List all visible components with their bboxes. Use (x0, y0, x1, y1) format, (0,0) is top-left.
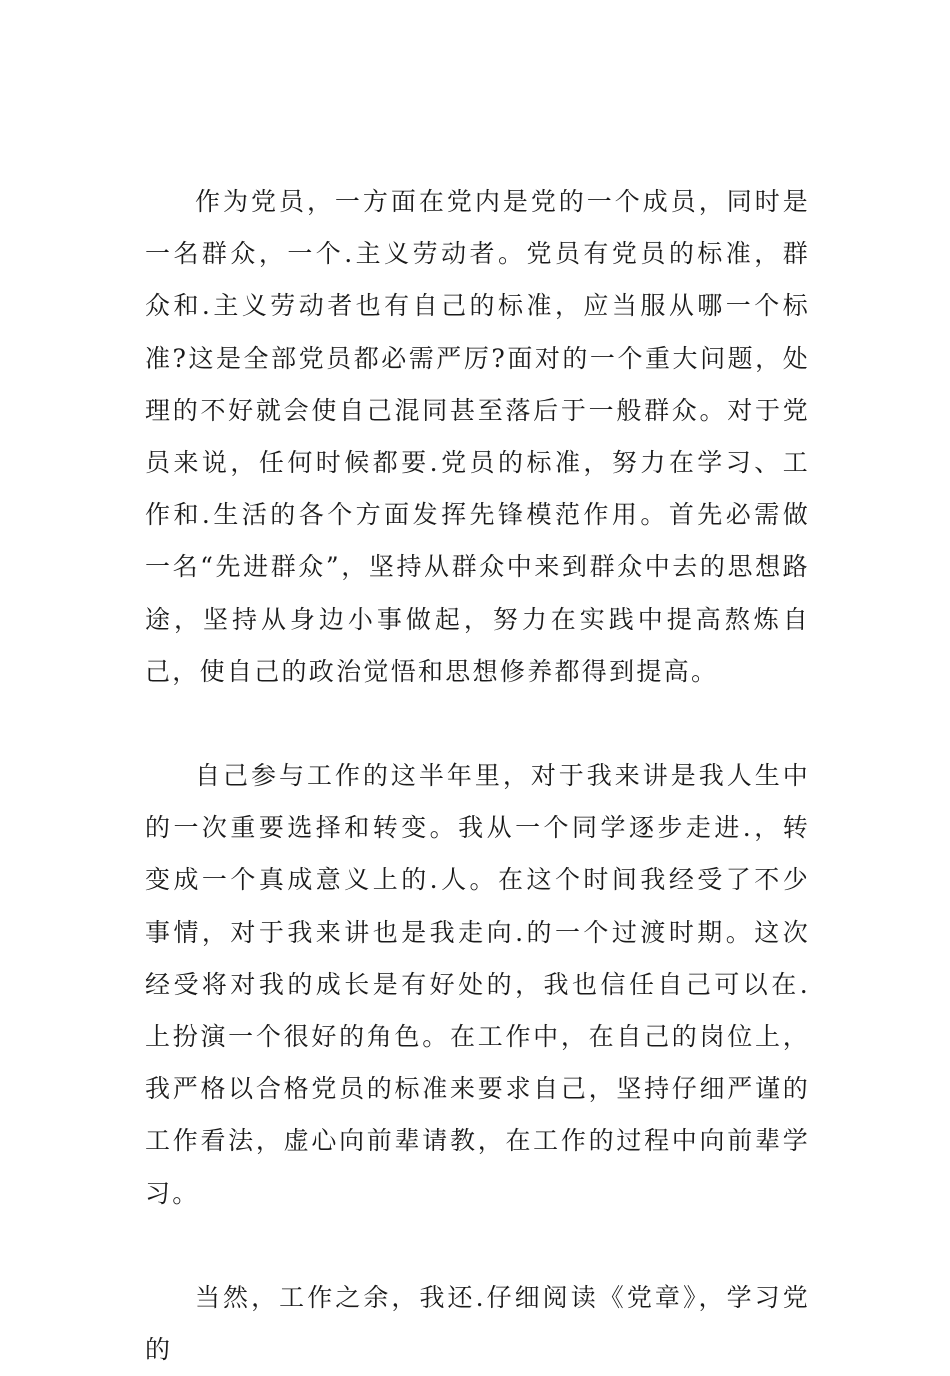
paragraph-1: 作为党员，一方面在党内是党的一个成员，同时是一名群众，一个.主义劳动者。党员有党员的标准，群众和.主义劳动者也有自己的标准，应当服从哪一个标准?这是全部党员都必需严厉?面对的一个重大问题，处理的不好就会使自己混同甚至落后于一般群众。对于党员来说，任何时候都要.党员的标准，努力在学习、工作和.生活的各个方面发挥先锋模范作用。首先必需做一名“先进群众”，坚持从群众中来到群众中去的思想路途，坚持从身边小事做起，努力在实践中提高熬炼自己，使自己的政治觉悟和思想修养都得到提高。 (145, 187, 810, 686)
paragraph-2: 自己参与工作的这半年里，对于我来讲是我人生中的一次重要选择和转变。我从一个同学逐步走进.，转变成一个真成意义上的.人。在这个时间我经受了不少事情，对于我来讲也是我走向.的一个过渡时期。这次经受将对我的成长是有好处的，我也信任自己可以在.上扮演一个很好的角色。在工作中，在自己的岗位上，我严格以合格党员的标准来要求自己，坚持仔细严谨的工作看法，虚心向前辈请教，在工作的过程中向前辈学习。 (145, 761, 810, 1208)
paragraph-3: 当然，工作之余，我还.仔细阅读《党章》，学习党的 (145, 1282, 810, 1365)
document-body (145, 176, 810, 1376)
